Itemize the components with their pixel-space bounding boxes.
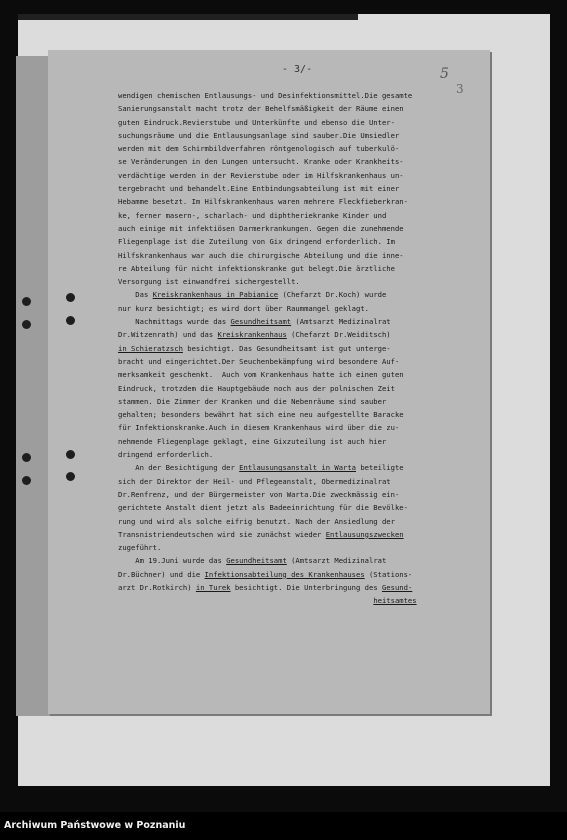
text-segment: heitsamtes: [373, 596, 417, 606]
text-segment: Sanierungsanstalt macht trotz der Behelfsmäßigkeit der Räume einen: [118, 104, 404, 114]
text-segment: Dr.Büchner) und die: [118, 569, 205, 579]
text-segment: tergebracht und behandelt.Eine Entbindungsabteilung ist mit einer: [118, 184, 400, 194]
text-segment: Transnistriendeutschen wird sie zunächst wieder: [118, 529, 326, 539]
text-segment: Gesund-: [381, 582, 413, 592]
text-segment: verdächtige werden in der Revierstube oder im Hilfskrankenhaus un-: [118, 170, 404, 180]
punch-hole: [66, 316, 75, 325]
text-line: [118, 475, 488, 488]
text-segment: Infektionsabteilung des Krankenhauses: [204, 569, 365, 579]
text-line: [118, 116, 488, 129]
text-line: [118, 488, 488, 501]
scan-edge-strip: [18, 14, 358, 20]
text-line: [118, 249, 488, 262]
text-line: [118, 275, 488, 288]
text-segment: auch einige mit infektiösen Darmerkrankungen. Gegen die zunehmende: [118, 223, 404, 233]
text-line: [118, 102, 488, 115]
text-segment: für Infektionskranke.Auch in diesem Krankenhaus wird über die zu-: [118, 423, 400, 433]
text-segment: zugeführt.: [118, 543, 162, 553]
page-number: - 3/-: [282, 64, 313, 75]
text-segment: Dr.Renfrenz, und der Bürgermeister von Warta.Die zweckmässig ein-: [118, 489, 400, 499]
text-segment: nur kurz besichtigt; es wird dort über Raummangel geklagt.: [118, 303, 369, 313]
text-line: [118, 594, 488, 607]
text-segment: (Chefarzt Dr.Koch) wurde: [278, 290, 387, 300]
text-segment: werden mit dem Schirmbildverfahren röntgenologisch auf tuberkulö-: [118, 144, 400, 154]
text-segment: wendigen chemischen Entlausungs- und Desinfektionsmittel.Die gesamte: [118, 91, 413, 100]
text-line: [118, 262, 488, 275]
text-line: [118, 169, 488, 182]
text-line: [118, 182, 488, 195]
archive-label: Archiwum Państwowe w Poznaniu: [4, 820, 186, 831]
text-segment: suchungsräume und die Entlausungsanlage sind sauber.Die Umsiedler: [118, 130, 400, 140]
text-line: [118, 155, 488, 168]
folio-number: 5: [440, 66, 449, 82]
text-line: [118, 89, 488, 102]
punch-hole: [22, 453, 31, 462]
text-segment: Hebamme besetzt. Im Hilfskrankenhaus waren mehrere Fleckfieberkran-: [118, 197, 408, 207]
text-segment: in Schieratzsch: [118, 343, 183, 353]
text-segment: ke, ferner masern-, scharlach- und diphtheriekranke Kinder und: [118, 210, 387, 220]
text-segment: (Amtsarzt Medizinalrat: [291, 317, 391, 327]
text-segment: Am 19.Juni wurde das: [118, 556, 227, 566]
text-segment: (Chefarzt Dr.Weiditsch): [286, 330, 391, 340]
text-line: [118, 209, 488, 222]
text-segment: bracht und eingerichtet.Der Seuchenbekämpfung wird besondere Auf-: [118, 356, 400, 366]
text-segment: besichtigt. Die Unterbringung des: [230, 582, 382, 592]
text-segment: gehalten; besonders bewährt hat sich eine neu aufgestellte Baracke: [118, 410, 404, 420]
text-line: [118, 408, 488, 421]
text-line: [118, 461, 488, 474]
text-line: [118, 421, 488, 434]
text-segment: re Abteilung für nicht infektionskranke gut belegt.Die ärztliche: [118, 263, 395, 273]
text-segment: Fliegenplage ist die Zuteilung von Gix dringend erforderlich. Im: [118, 237, 395, 247]
text-line: [118, 129, 488, 142]
text-segment: Eindruck, trotzdem die Hauptgebäude noch aus der polnischen Zeit: [118, 383, 395, 393]
text-line: [118, 328, 488, 341]
text-line: [118, 435, 488, 448]
text-segment: Kreiskrankenhaus: [217, 330, 287, 340]
text-segment: merksamkeit geschenkt. Auch vom Krankenhaus hatte ich einen guten: [118, 370, 404, 380]
text-line: [118, 554, 488, 567]
text-line: [118, 541, 488, 554]
text-line: [118, 342, 488, 355]
text-segment: Gesundheitsamt: [226, 556, 287, 566]
text-line: [118, 382, 488, 395]
text-segment: dringend erforderlich.: [118, 450, 214, 460]
text-line: [118, 355, 488, 368]
punch-hole: [66, 293, 75, 302]
text-segment: arzt Dr.Rotkirch): [118, 582, 196, 592]
text-line: [118, 515, 488, 528]
text-line: [118, 448, 488, 461]
text-line: [118, 235, 488, 248]
text-line: [118, 568, 488, 581]
text-segment: nehmende Fliegenplage geklagt, eine Gixzuteilung ist auch hier: [118, 436, 387, 446]
text-segment: Entlausungsanstalt in Warta: [239, 463, 357, 473]
folio-mark: 3: [456, 82, 464, 96]
text-line: [118, 288, 488, 301]
punch-hole: [66, 450, 75, 459]
text-segment: Hilfskrankenhaus war auch die chirurgische Abteilung und die inne-: [118, 250, 404, 260]
text-segment: (Amtsarzt Medizinalrat: [286, 556, 387, 566]
text-segment: sich der Direktor der Heil- und Pflegeanstalt, Obermedizinalrat: [118, 476, 391, 486]
text-line: [118, 395, 488, 408]
text-segment: guten Eindruck.Revierstube und Unterkünfte und ebenso die Unter-: [118, 117, 395, 127]
text-line: [118, 302, 488, 315]
text-segment: (Stations-: [364, 569, 413, 579]
text-line: [118, 528, 488, 541]
text-segment: Versorgung ist einwandfrei sichergestellt.: [118, 277, 300, 287]
text-segment: Entlausungszwecken: [325, 529, 404, 539]
text-line: [118, 315, 488, 328]
text-segment: Dr.Witzenrath) und das: [118, 330, 218, 340]
punch-hole: [22, 320, 31, 329]
text-segment: stammen. Die Zimmer der Kranken und die Nebenräume sind sauber: [118, 396, 387, 406]
typed-text-body: [118, 89, 488, 608]
text-line: [118, 501, 488, 514]
text-segment: besichtigt. Das Gesundheitsamt ist gut unterge-: [182, 343, 391, 353]
text-segment: rung und wird als solche eifrig benutzt. Nach der Ansiedlung der: [118, 516, 395, 526]
punch-hole: [66, 472, 75, 481]
text-segment: Gesundheitsamt: [230, 317, 292, 327]
text-segment: [118, 596, 373, 605]
text-line: [118, 368, 488, 381]
text-segment: in Turek: [195, 582, 231, 592]
text-line: [118, 195, 488, 208]
text-segment: gerichtete Anstalt dient jetzt als Badeeinrichtung für die Bevölke-: [118, 503, 408, 513]
text-segment: Das: [118, 290, 153, 300]
text-line: [118, 581, 488, 594]
text-segment: An der Besichtigung der: [118, 463, 240, 473]
punch-hole: [22, 476, 31, 485]
text-segment: se Veränderungen in den Lungen untersucht. Kranke oder Krankheits-: [118, 157, 404, 167]
text-line: [118, 142, 488, 155]
text-segment: beteiligte: [356, 463, 404, 473]
punch-hole: [22, 297, 31, 306]
text-segment: Kreiskrankenhaus in Pabianice: [152, 290, 279, 300]
text-segment: Nachmittags wurde das: [118, 317, 231, 327]
text-line: [118, 222, 488, 235]
